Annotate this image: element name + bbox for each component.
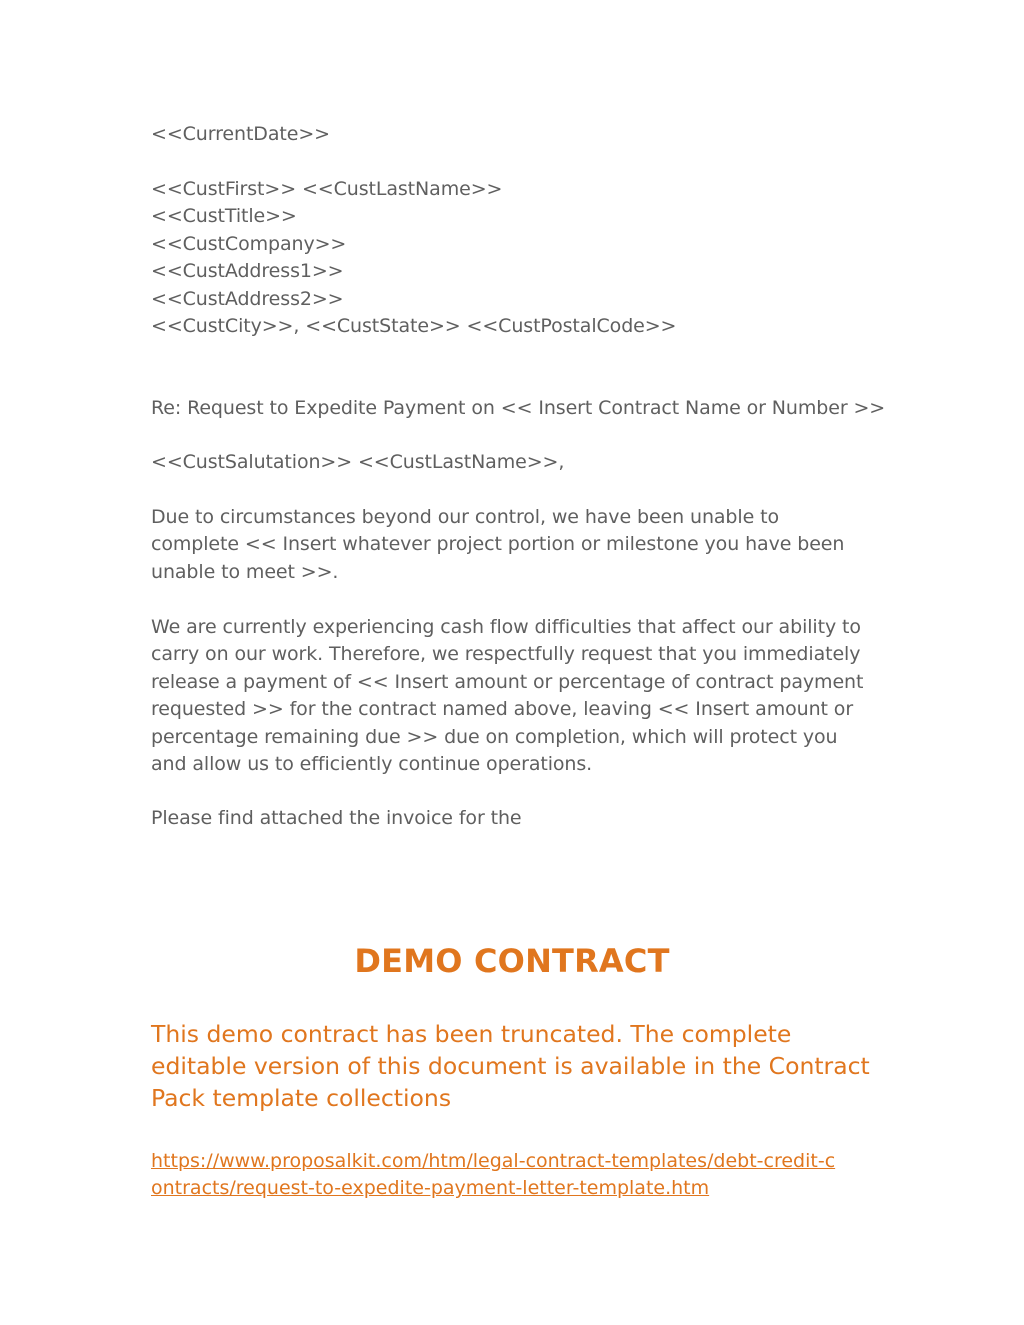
paragraph-text: Please find attached the invoice for the — [151, 807, 522, 829]
body-paragraph-2 — [151, 614, 871, 778]
paragraph-text: We are currently experiencing cash flow difficulties that affect our ability to carry on our work. Therefore, we respectfully request that you immediately release a payment of << Insert amount or percentage of contract payment requested >> for the contract named above, leaving << Insert amount or percentage remaining due >> due on completion, which will protect you and allow us to efficiently continue operations. — [151, 616, 864, 776]
address-line: <<CustFirst>> <<CustLastName>> — [151, 178, 503, 200]
recipient-address-block — [151, 176, 871, 340]
salutation-text: <<CustSalutation>> <<CustLastName>>, — [151, 451, 565, 473]
demo-contract-heading: DEMO CONTRACT — [354, 942, 670, 980]
paragraph-text: Due to circumstances beyond our control, we have been unable to complete << Insert whatever project portion or milestone you have been unable to meet >>. — [151, 506, 845, 583]
salutation — [151, 449, 871, 476]
subject-text: Re: Request to Expedite Payment on << Insert Contract Name or Number >> — [151, 397, 886, 419]
body-paragraph-1 — [151, 504, 871, 586]
address-line: <<CustAddress2>> — [151, 287, 344, 310]
contract-pack-link[interactable]: https://www.proposalkit.com/htm/legal-contract-templates/debt-credit-contracts/request-to-expedite-payment-letter-template.htm — [151, 1150, 836, 1200]
body-paragraph-3 — [151, 805, 871, 832]
demo-truncation-notice: This demo contract has been truncated. The complete editable version of this document is available in the Contract Pack template collections — [151, 1020, 870, 1112]
subject-line — [151, 395, 886, 422]
address-line: <<CustTitle>> — [151, 205, 297, 228]
letter-date — [151, 121, 871, 148]
date-text: <<CurrentDate>> — [151, 123, 330, 145]
address-line: <<CustCity>>, <<CustState>> <<CustPostalCode>> — [151, 315, 677, 338]
address-line: <<CustCompany>> — [151, 232, 347, 255]
address-line: <<CustAddress1>> — [151, 260, 344, 283]
